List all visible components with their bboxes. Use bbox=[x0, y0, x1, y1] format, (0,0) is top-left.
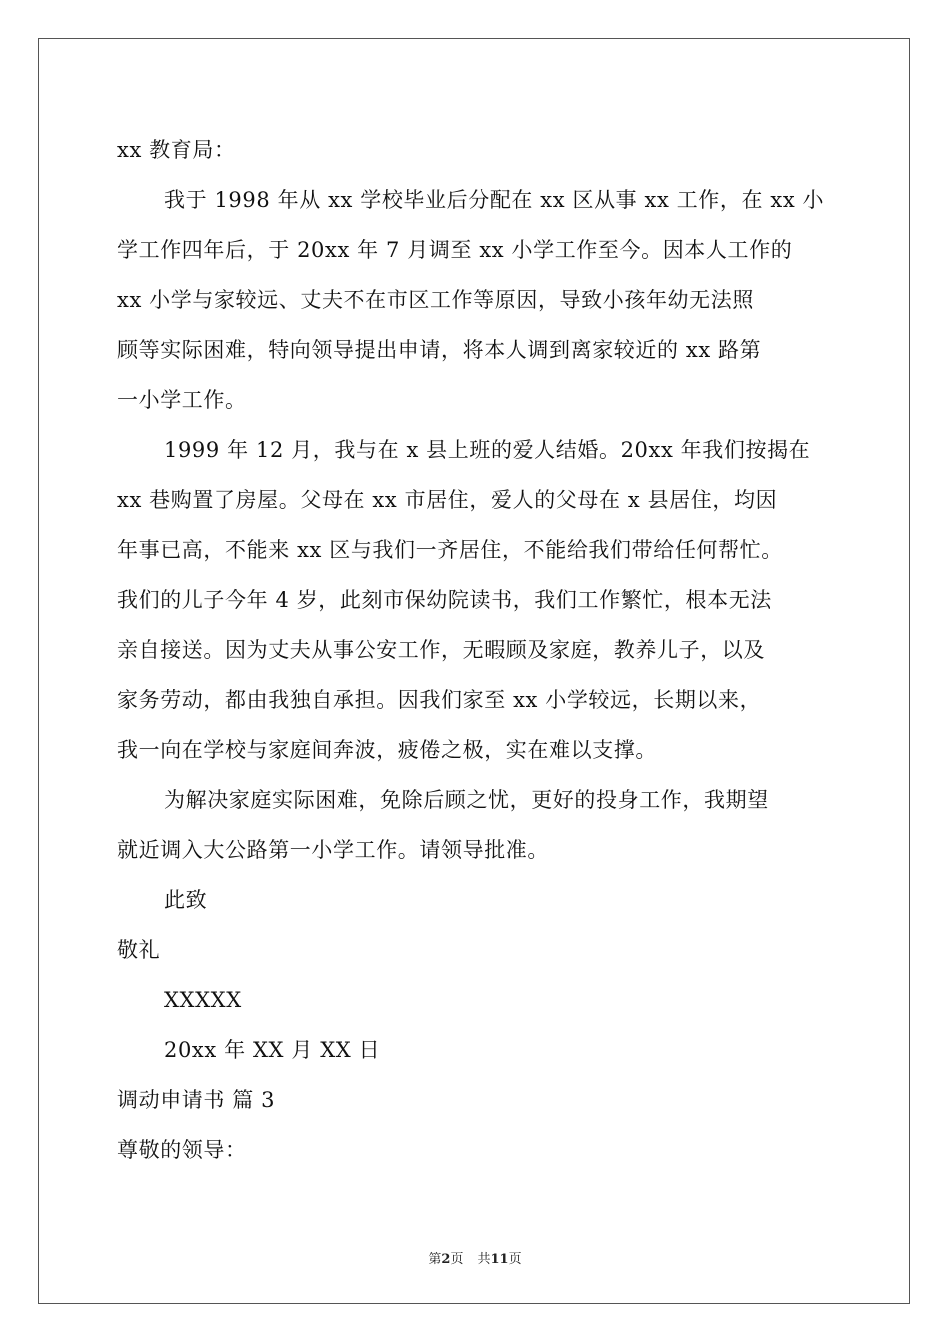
paragraph-line: xx 小学与家较远、丈夫不在市区工作等原因，导致小孩年幼无法照 bbox=[117, 288, 754, 312]
page-prefix: 第 bbox=[428, 1252, 442, 1267]
paragraph-line: 就近调入大公路第一小学工作。请领导批准。 bbox=[117, 838, 549, 862]
signature-date: 20xx 年 XX 月 XX 日 bbox=[164, 1038, 381, 1062]
section-heading: 调动申请书 篇 3 bbox=[117, 1088, 276, 1112]
salutation-line: 尊敬的领导： bbox=[117, 1138, 247, 1162]
paragraph-line: 学工作四年后，于 20xx 年 7 月调至 xx 小学工作至今。因本人工作的 bbox=[117, 238, 793, 262]
paragraph-line: 顾等实际困难，特向领导提出申请，将本人调到离家较近的 xx 路第 bbox=[117, 338, 762, 362]
paragraph-line: 为解决家庭实际困难，免除后顾之忧，更好的投身工作，我期望 bbox=[164, 788, 769, 812]
paragraph-line: 家务劳动，都由我独自承担。因我们家至 xx 小学较远，长期以来， bbox=[117, 688, 762, 712]
signature-name: XXXXX bbox=[164, 988, 242, 1012]
total-suffix: 页 bbox=[508, 1252, 522, 1267]
paragraph-line: 我于 1998 年从 xx 学校毕业后分配在 xx 区从事 xx 工作，在 xx 小 bbox=[164, 188, 825, 212]
paragraph-line: 1999 年 12 月，我与在 x 县上班的爱人结婚。20xx 年我们按揭在 bbox=[164, 438, 811, 462]
paragraph-line: 一小学工作。 bbox=[117, 388, 247, 412]
closing-line: 此致 bbox=[164, 888, 208, 912]
paragraph-line: 我们的儿子今年 4 岁，此刻市保幼院读书，我们工作繁忙，根本无法 bbox=[117, 588, 772, 612]
total-prefix: 共 bbox=[477, 1252, 491, 1267]
page-footer bbox=[0, 1248, 950, 1267]
page-number: 2 bbox=[441, 1252, 451, 1267]
document-body bbox=[117, 125, 837, 1175]
paragraph-line: 我一向在学校与家庭间奔波，疲倦之极，实在难以支撑。 bbox=[117, 738, 657, 762]
total-pages: 11 bbox=[490, 1252, 509, 1267]
paragraph-line: 年事已高，不能来 xx 区与我们一齐居住，不能给我们带给任何帮忙。 bbox=[117, 538, 783, 562]
paragraph-line: 亲自接送。因为丈夫从事公安工作，无暇顾及家庭，教养儿子，以及 bbox=[117, 638, 765, 662]
salutation-line: xx 教育局： bbox=[117, 138, 236, 162]
paragraph-line: xx 巷购置了房屋。父母在 xx 市居住，爱人的父母在 x 县居住，均因 bbox=[117, 488, 778, 512]
page-suffix: 页 bbox=[450, 1252, 464, 1267]
closing-line: 敬礼 bbox=[117, 938, 161, 962]
